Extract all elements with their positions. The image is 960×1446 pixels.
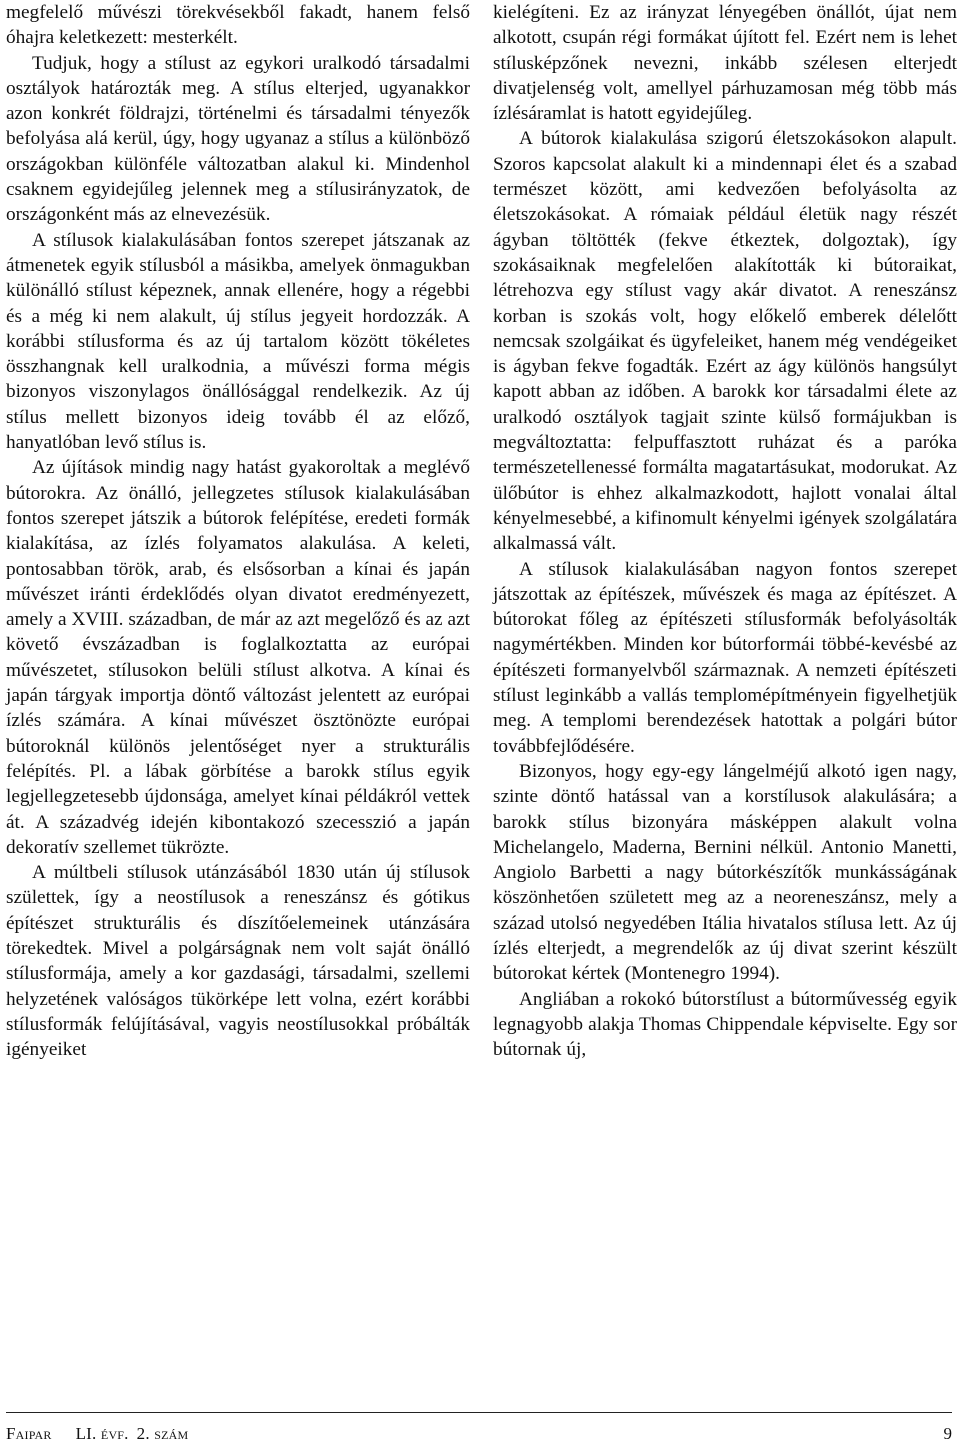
right-paragraph-3: A stílusok kialakulásában nagyon fontos szerepet játszottak az építészek, művészek és maga az építészet. A bútorokat főleg az építészeti stílusformák befolyásolták nagymértékben. Minden kor bútorformái többé-kevésbé az építészeti formanyelvből származnak. A nemzeti építészeti stílust leginkább a vallás templomépítményein figyelhetjük meg. A templomi berendezések hatottak a polgári bútor továbbfejlődésére. bbox=[493, 558, 957, 757]
footer-volume: LI. évf. bbox=[75, 1424, 129, 1443]
right-paragraph-4: Bizonyos, hogy egy-egy lángelméjű alkotó igen nagy, szinte döntő hatással van a korstílusok alakulására; a barokk stílus bizonyára másképpen alakult volna Michelangelo, Maderna, Bernini nélkül. Antonio Manetti, Angiolo Barbetti a nagy bútorkészítők munkásságának köszönhetően született meg az a neoreneszánsz, mely a század utolsó negyedében Itália hivatalos stílusa lett. Az új ízlés elterjedt, a megrendelők az új divat szerint készült bútorokat kértek (Montenegro 1994). bbox=[493, 760, 957, 985]
left-paragraph-3: A stílusok kialakulásában fontos szerepet játszanak az átmenetek egyik stílusból a másikba, amelyek önmagukban különálló stílust képeznek, annak ellenére, hogy a régebbi és a még ki nem alakult, új stílus jegyeit hordozzák. A korábbi stílusforma és az új tartalom között tökéletes összhangnak kell uralkodnia, a művészi forma mégis bizonyos viszonylagos önállósággal rendelkezik. Az új stílus mellett bizonyos ideig tovább él az előző, hanyatlóban levő stílus is. bbox=[6, 229, 470, 454]
right-paragraph-1: kielégíteni. Ez az irányzat lényegében önállót, újat nem alkotott, csupán régi formákat újított fel. Ezért nem is lehet stílusképzőnek nevezni, inkább szélesen elterjedt divatjelenség volt, amellyel párhuzamosan még több más ízlésáramlat is hatott egyidejűleg. bbox=[493, 2, 957, 125]
footer-issue: 2. szám bbox=[136, 1424, 189, 1443]
left-paragraph-2: Tudjuk, hogy a stílust az egykori uralkodó társadalmi osztályok határozták meg. A stílus elterjed, ugyanakkor azon konkrét földrajzi, történelmi és társadalmi tényezők befolyása alá kerül, úgy, hogy ugyanaz a stílus a különböző országokban különféle változatban alakul ki. Mindenhol csaknem egyidejűleg jelennek meg a stílusirányzatok, de országonként más az elnevezésük. bbox=[6, 52, 470, 226]
left-paragraph-4: Az újítások mindig nagy hatást gyakoroltak a meglévő bútorokra. Az önálló, jellegzetes stílusok kialakulásában fontos szerepet játszik a bútorok felépítése, eredeti formák kialakítása, az ízlés folyamatos alakulása. A keleti, pontosabban török, arab, és elsősorban a kínai és japán művészet iránti érdeklődés olyan divatot eredményezett, amely a XVIII. században, de már az azt megelőző és az azt követő évszázadban is foglalkoztatta az európai művészetet, stílusokon belüli stílust alkotva. A kínai és japán tárgyak importja döntő változást jelentett az európai ízlés számára. A kínai művészet ösztönözte európai bútoroknál különös jelentőséget nyer a strukturális felépítés. Pl. a lábak görbítése a barokk stílus egyik legjellegzetesebb újdonsága, amelyet kínai példákról vettek át. A századvég idején kibontakozó szecesszió a japán dekoratív szellemet tükrözte. bbox=[6, 457, 470, 858]
left-paragraph-5: A múltbeli stílusok utánzásából 1830 után új stílusok születtek, így a neostílusok a reneszánsz és gótikus építészet strukturális és díszítőelemeinek utánzására törekedtek. Mivel a polgárságnak nem volt saját önálló stílusformája, amely a kor gazdasági, társadalmi, szellemi helyzetének valóságos tükörképe lett volna, ezért korábbi stílusformák felújításával, vagyis neostílusokkal próbálták igényeiket bbox=[6, 862, 470, 1061]
right-paragraph-2: A bútorok kialakulása szigorú életszokásokon alapult. Szoros kapcsolat alakult ki a mindennapi élet és a szabad természet között, ami kedvezően befolyásolta az életszokásokat. A rómaiak például életük nagy részét ágyban töltötték (fekve étkeztek, dolgoztak), így szokásaiknak megfelelően alakították ki bútoraikat, létrehozva egy stílust vagy akár divatot. A reneszánsz korban is szokás volt, hogy előkelő emberek délelőtt nemcsak szolgáikat és ügyfeleiket, hanem még vendégeiket is ágyban fekve fogadták. Ezért az ágy különös hangsúlyt kapott abban az időben. A barokk kor társadalmi élete az uralkodó osztályok tagjait szinte külső formájukban is megváltoztatta: felpuffasztott ruházat és a paróka természetellenessé formálta magatartásukat, modorukat. Az ülőbútor is ehhez alkalmazkodott, hajlott vonalai által kényelmesebbé, a kifinomult kényelmi igények szolgálatára alkalmassá vált. bbox=[493, 128, 957, 555]
page-number: 9 bbox=[943, 1424, 952, 1443]
footer-citation bbox=[6, 1424, 188, 1444]
page-footer bbox=[6, 1424, 952, 1444]
footer-journal-name: Faipar bbox=[6, 1424, 52, 1443]
left-column bbox=[6, 0, 470, 1062]
right-paragraph-5: Angliában a rokokó bútorstílust a bútorművesség egyik legnagyobb alakja Thomas Chippendale képviselte. Egy sor bútornak új, bbox=[493, 988, 957, 1061]
footer-divider bbox=[6, 1412, 952, 1413]
right-column bbox=[493, 0, 957, 1062]
left-paragraph-1: megfelelő művészi törekvésekből fakadt, hanem felső óhajra keletkezett: mesterkélt. bbox=[6, 2, 470, 49]
